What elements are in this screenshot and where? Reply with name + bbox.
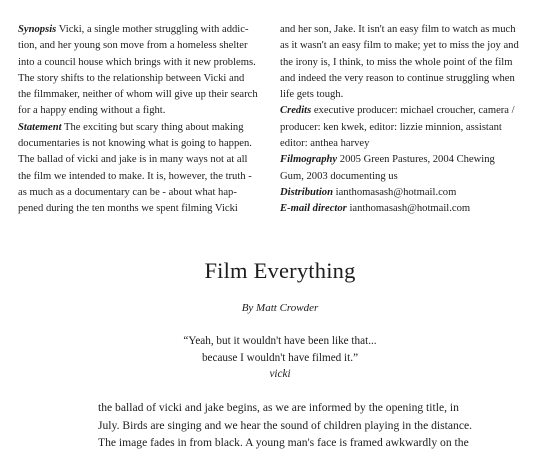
synopsis-line	[18, 22, 266, 38]
pull-quote	[0, 333, 560, 383]
distribution-label: Distribution	[280, 186, 333, 198]
synopsis-line: into a council house which brings with it new problems.	[18, 56, 256, 68]
director-email-label: E-mail director	[280, 203, 347, 215]
synopsis-line: tion, and her young son move from a homeless shelter	[18, 40, 248, 52]
credits-label: Credits	[280, 105, 312, 117]
statement-line: and indeed the very reason to continue struggling when	[280, 72, 515, 84]
credits-line: editor: anthea harvey	[280, 138, 370, 150]
distribution-email: ianthomasash@hotmail.com	[335, 186, 457, 198]
filmography-label: Filmography	[280, 154, 338, 166]
distribution-line	[280, 185, 544, 201]
synopsis-line: The story shifts to the relationship between Vicki and	[18, 72, 245, 84]
director-email-line	[280, 201, 544, 217]
statement-line: as much as a documentary can be - about what hap-	[18, 186, 237, 198]
statement-line: documentaries is not knowing what is going to happen.	[18, 138, 252, 150]
right-column	[280, 22, 544, 218]
filmography-line	[280, 152, 544, 168]
credits-line: producer: ken kwek, editor: lizzie minnion, assistant	[280, 121, 502, 133]
credits-line	[280, 103, 544, 119]
filmography-line: Gum, 2003 documenting us	[280, 170, 398, 182]
article-title: Film Everything	[204, 258, 356, 283]
statement-line: The ballad of vicki and jake is in many ways not at all	[18, 154, 248, 166]
quote-line: because I wouldn't have filmed it.”	[201, 351, 359, 364]
director-email: ianthomasash@hotmail.com	[349, 203, 471, 215]
statement-line	[18, 120, 266, 136]
quote-line: “Yeah, but it wouldn't have been like that...	[183, 335, 377, 347]
statement-line: as it wasn't an easy film to make; yet to miss the joy and	[280, 40, 519, 52]
synopsis-line: for a happy ending without a fight.	[18, 105, 166, 117]
credits-text: executive producer: michael croucher, camera /	[313, 105, 515, 117]
left-column	[18, 22, 266, 218]
statement-line: the irony is, I think, to miss the whole point of the film	[280, 56, 513, 68]
body-line: July. Birds are singing and we hear the sound of children playing in the distance.	[98, 418, 473, 432]
statement-label: Statement	[18, 121, 62, 133]
filmography-text: 2005 Green Pastures, 2004 Chewing	[339, 154, 495, 166]
statement-line: the film we intended to make. It is, however, the truth -	[18, 170, 252, 182]
statement-line: and her son, Jake. It isn't an easy film to watch as much	[280, 24, 516, 35]
synopsis-line: the filmmaker, neither of whom will give up their search	[18, 89, 258, 101]
statement-text: The exciting but scary thing about making	[64, 121, 244, 133]
body-line: The image fades in from black. A young man's face is framed awkwardly on the	[98, 436, 469, 449]
quote-attribution: vicki	[269, 368, 291, 380]
byline: By Matt Crowder	[241, 302, 319, 314]
statement-line: life gets tough.	[280, 89, 344, 101]
synopsis-text: Vicki, a single mother struggling with addic-	[58, 24, 249, 35]
body-line: the ballad of vicki and jake begins, as we are informed by the opening title, in	[98, 401, 459, 414]
statement-line: pened during the ten months we spent filming Vicki	[18, 203, 238, 215]
synopsis-label: Synopsis	[18, 24, 57, 35]
article-body	[98, 399, 483, 450]
